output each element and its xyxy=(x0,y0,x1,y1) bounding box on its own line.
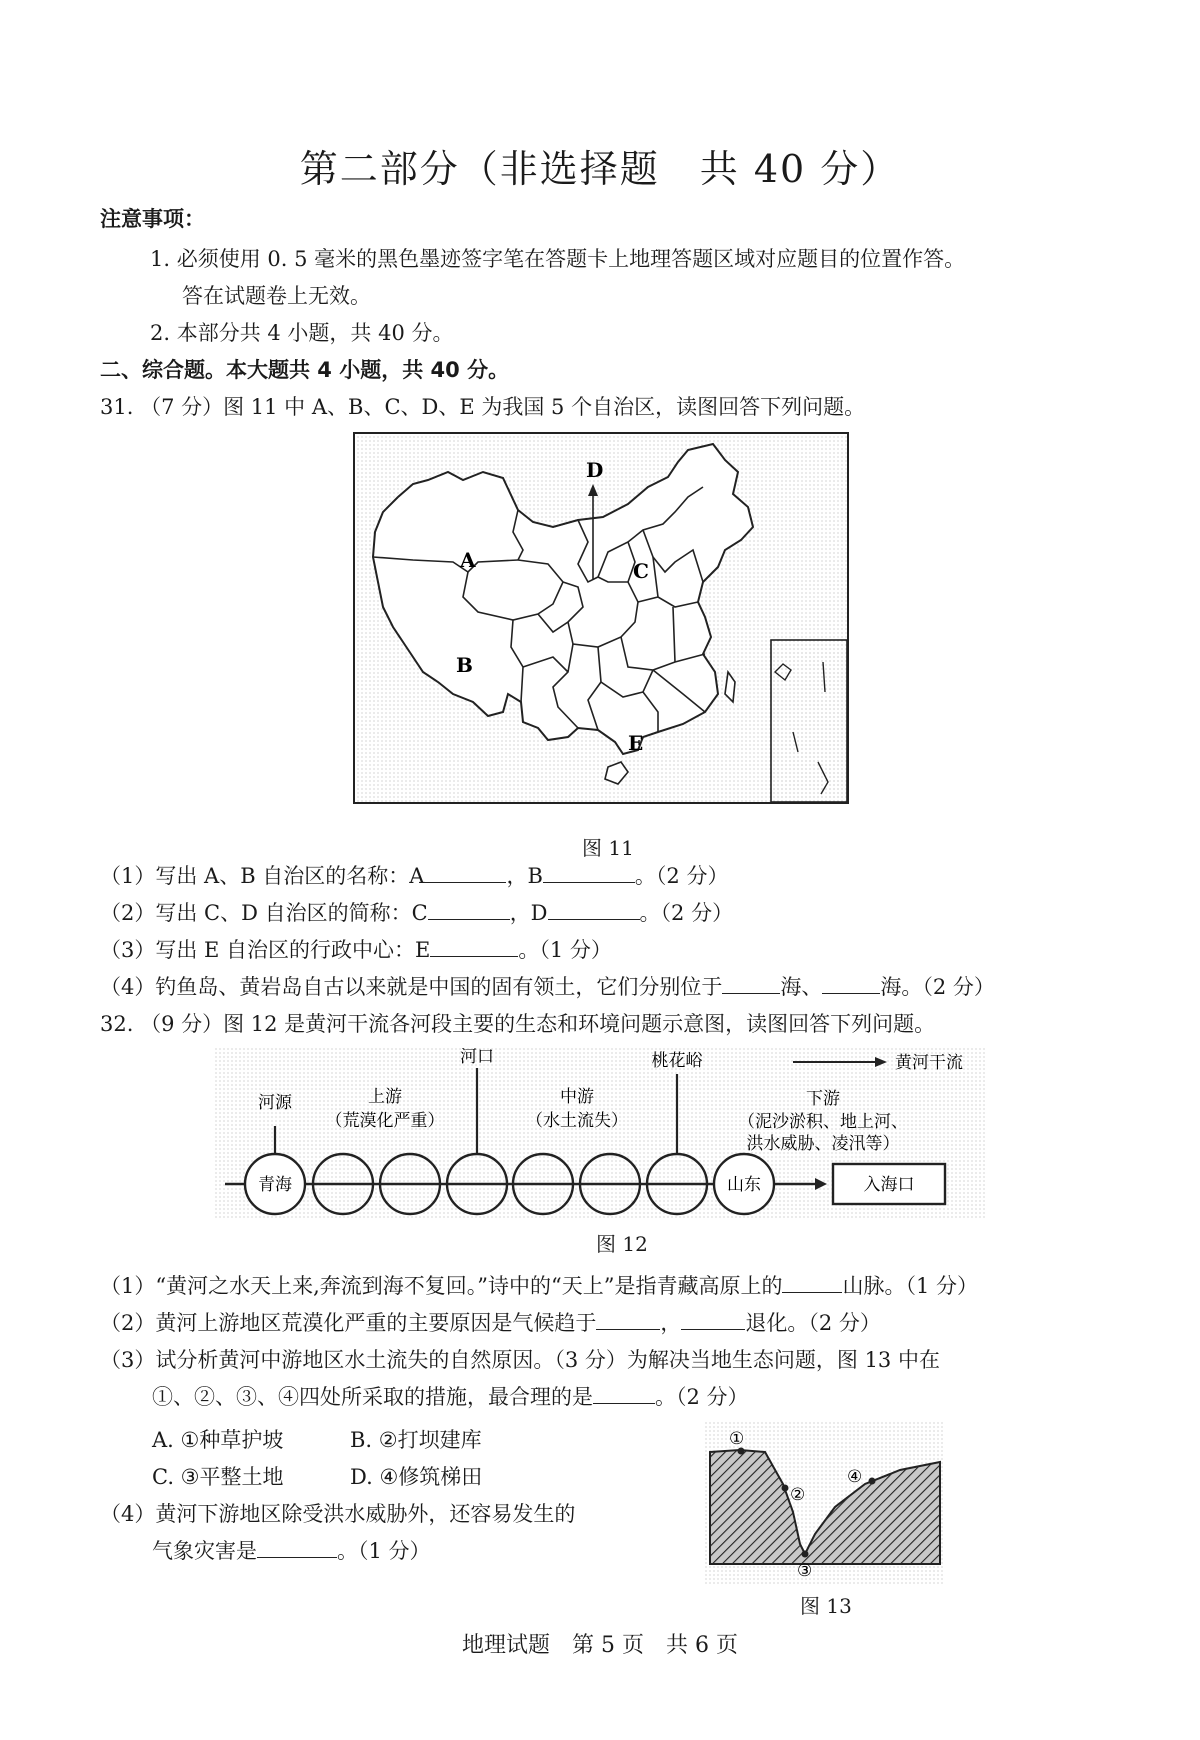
q32-measure-blank[interactable] xyxy=(593,1385,655,1404)
q31-d-blank[interactable] xyxy=(548,901,640,920)
map-label-e: E xyxy=(628,731,644,755)
q31-e-blank[interactable] xyxy=(430,938,518,957)
q31-sub3 xyxy=(100,936,612,964)
map-label-a: A xyxy=(460,548,476,572)
q32-stem: 32. （9 分）图 12 是黄河干流各河段主要的生态和环境问题示意图，读图回答下列问题。 xyxy=(100,1012,936,1036)
china-map-figure xyxy=(353,432,849,804)
legend-label: 黄河干流 xyxy=(895,1053,963,1073)
label-middle-title: 中游 xyxy=(560,1087,594,1107)
q31-stem: 31. （7 分）图 11 中 A、B、C、D、E 为我国 5 个自治区，读图回答下列问题。 xyxy=(100,395,866,419)
label-middle-issue: （水土流失） xyxy=(526,1111,628,1131)
notice-item-1-cont: 答在试题卷上无效。 xyxy=(182,284,371,308)
option-b[interactable]: B. ②打坝建库 xyxy=(350,1428,482,1452)
yellow-river-diagram xyxy=(215,1048,985,1218)
option-c[interactable]: C. ③平整土地 xyxy=(152,1465,284,1489)
q32-climate-blank[interactable] xyxy=(596,1311,660,1330)
page-title: 第二部分（非选择题 共 40 分） xyxy=(299,147,901,191)
q31-sub4-score: 海。（2 分） xyxy=(880,975,995,999)
q31-sub1 xyxy=(100,862,728,890)
map-label-b: B xyxy=(456,653,473,677)
q31-sub4-text: （4）钓鱼岛、黄岩岛自古以来就是中国的固有领土，它们分别位于 xyxy=(100,975,723,999)
notice-heading: 注意事项： xyxy=(100,207,205,231)
point-2-label: ② xyxy=(790,1485,806,1505)
label-river-source: 河源 xyxy=(258,1093,292,1113)
label-estuary: 入海口 xyxy=(863,1175,915,1195)
q32-vegetation-blank[interactable] xyxy=(681,1311,745,1330)
q31-sub3-text: （3）写出 E 自治区的行政中心：E xyxy=(100,938,431,962)
q32-sub4-text: 气象灾害是 xyxy=(152,1539,257,1563)
notice-item-1: 1. 必须使用 0. 5 毫米的黑色墨迹签字笔在答题卡上地理答题区域对应题目的位置作答。 xyxy=(150,247,966,271)
q31-sea1-blank[interactable] xyxy=(722,975,780,994)
fig11-caption: 图 11 xyxy=(582,836,634,860)
label-lower-issue-2: 洪水威胁、凌汛等） xyxy=(746,1134,900,1154)
label-upper-issue: （荒漠化严重） xyxy=(325,1111,445,1131)
option-d[interactable]: D. ④修筑梯田 xyxy=(350,1465,483,1489)
map-label-d: D xyxy=(586,458,604,482)
q32-mountain-blank[interactable] xyxy=(782,1274,842,1293)
q31-sub2-score: 。（2 分） xyxy=(639,901,734,925)
q31-sub3-score: 。（1 分） xyxy=(518,938,612,962)
label-taohuayu: 桃花峪 xyxy=(651,1051,703,1071)
q32-sub4-line2 xyxy=(152,1537,431,1565)
option-a[interactable]: A. ①种草护坡 xyxy=(152,1428,284,1452)
section-heading: 二、综合题。本大题共 4 小题，共 40 分。 xyxy=(100,358,510,382)
q31-a-blank[interactable] xyxy=(424,864,506,883)
q32-disaster-blank[interactable] xyxy=(257,1539,337,1558)
point-4-label: ④ xyxy=(847,1467,863,1487)
q32-sub4-line1: （4）黄河下游地区除受洪水威胁外，还容易发生的 xyxy=(100,1502,576,1526)
q31-sea2-blank[interactable] xyxy=(822,975,880,994)
q31-sub4 xyxy=(100,973,995,1001)
q32-sub4-score: 。（1 分） xyxy=(337,1539,431,1563)
q31-sub2-text-b: ，D xyxy=(509,901,548,925)
map-label-c: C xyxy=(633,559,649,583)
page-footer: 地理试题 第 5 页 共 6 页 xyxy=(462,1633,738,1658)
q31-sub4-text-b: 海、 xyxy=(780,975,823,999)
q32-sub3-score: 。（2 分） xyxy=(655,1385,749,1409)
fig13-caption: 图 13 xyxy=(800,1594,852,1618)
point-3-label: ③ xyxy=(797,1561,813,1581)
q32-sub2 xyxy=(100,1309,881,1337)
label-qinghai: 青海 xyxy=(258,1175,292,1195)
q32-sub1 xyxy=(100,1272,978,1300)
q32-sub3-text: ①、②、③、④四处所采取的措施，最合理的是 xyxy=(152,1385,593,1409)
q31-c-blank[interactable] xyxy=(428,901,510,920)
q31-sub2-text: （2）写出 C、D 自治区的简称：C xyxy=(100,901,428,925)
point-1-label: ① xyxy=(729,1429,745,1449)
terrain-profile-figure xyxy=(705,1422,945,1584)
q32-sub3-line2 xyxy=(152,1383,749,1411)
q32-sub2-comma: ， xyxy=(660,1311,682,1335)
q32-sub2-text: （2）黄河上游地区荒漠化严重的主要原因是气候趋于 xyxy=(100,1311,597,1335)
q31-sub1-text: （1）写出 A、B 自治区的名称：A xyxy=(100,864,425,888)
label-lower-issue-1: （泥沙淤积、地上河、 xyxy=(738,1112,908,1132)
label-lower-title: 下游 xyxy=(806,1089,840,1109)
q32-sub2-score: 退化。（2 分） xyxy=(745,1311,881,1335)
q32-sub1-text: （1）“黄河之水天上来,奔流到海不复回。”诗中的“天上”是指青藏高原上的 xyxy=(100,1274,783,1298)
q31-b-blank[interactable] xyxy=(543,864,635,883)
label-shandong: 山东 xyxy=(727,1175,761,1195)
q31-sub1-score: 。（2 分） xyxy=(634,864,729,888)
notice-item-2: 2. 本部分共 4 小题，共 40 分。 xyxy=(150,321,454,345)
q32-sub3-line1: （3）试分析黄河中游地区水土流失的自然原因。（3 分）为解决当地生态问题，图 13 中在 xyxy=(100,1348,940,1372)
fig12-caption: 图 12 xyxy=(596,1232,648,1256)
label-upper-title: 上游 xyxy=(368,1087,402,1107)
q31-sub1-text-b: ，B xyxy=(506,864,543,888)
q31-sub2 xyxy=(100,899,733,927)
label-hekou: 河口 xyxy=(460,1048,494,1067)
q32-sub1-score: 山脉。（1 分） xyxy=(842,1274,979,1298)
